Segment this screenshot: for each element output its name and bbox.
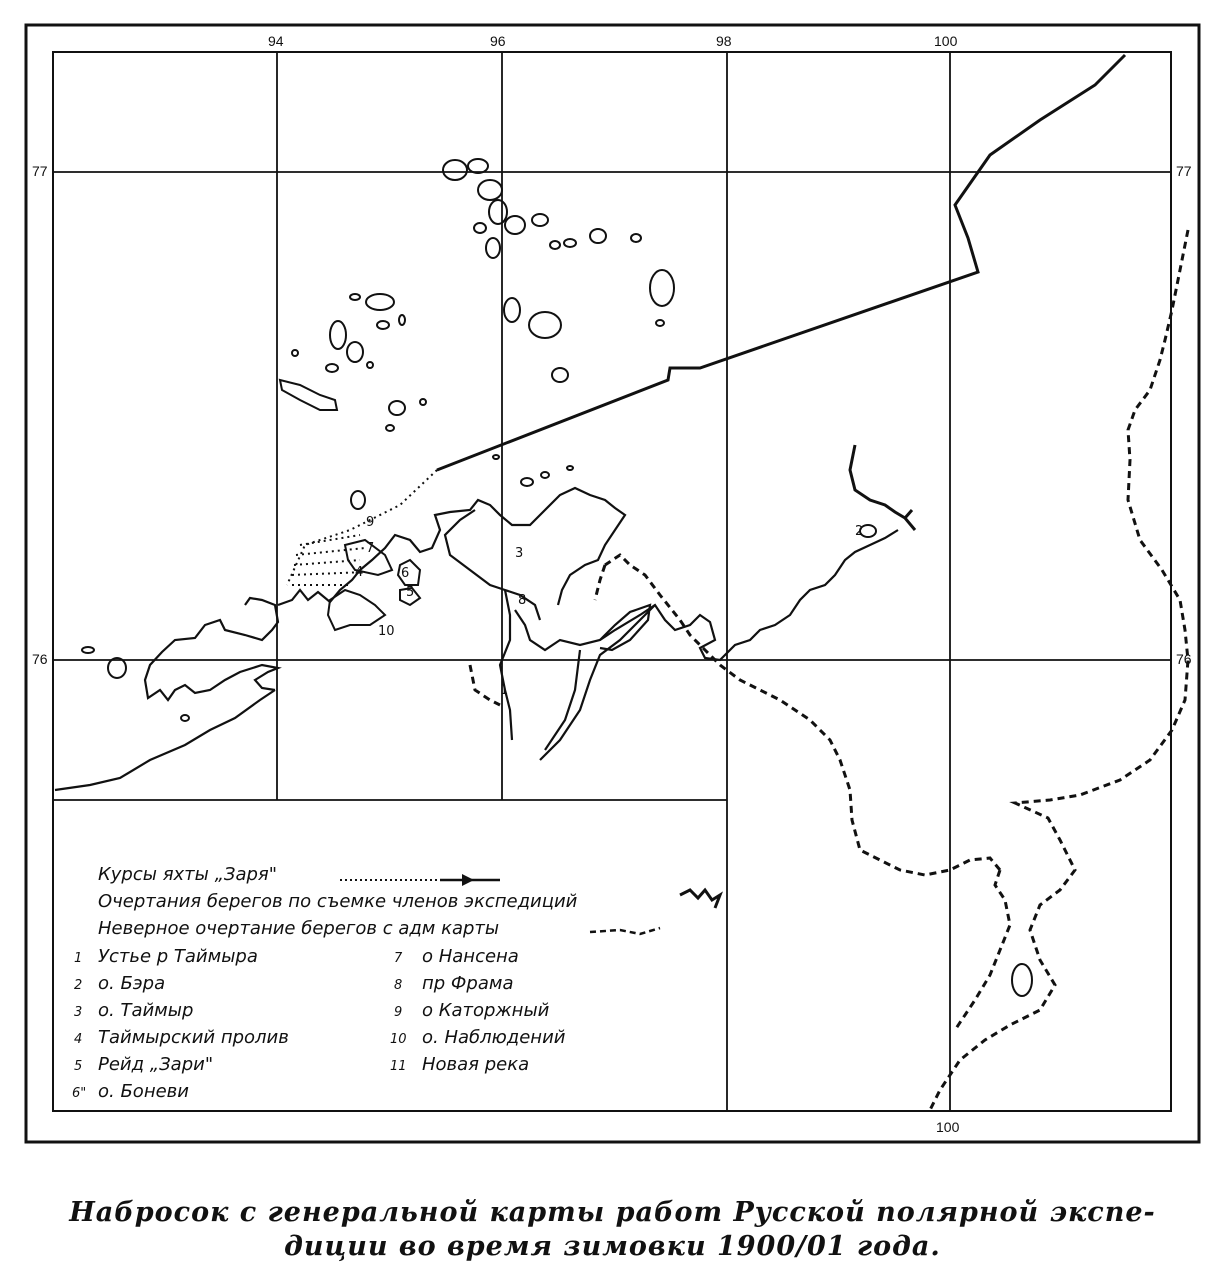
legend-num-9: 9 <box>394 1005 403 1020</box>
legend-course-label: Курсы яхты „Заря" <box>98 864 278 885</box>
legend-place-5: Рейд „Зари" <box>98 1054 214 1075</box>
legend-num-2: 2 <box>74 978 83 993</box>
legend-num-7: 7 <box>394 951 403 966</box>
map-number-9: 9 <box>366 515 375 530</box>
lon-label-100: 100 <box>934 33 958 49</box>
legend <box>72 864 720 1102</box>
legend-num-8: 8 <box>394 978 403 993</box>
map-number-2: 2 <box>855 524 864 539</box>
legend-place-11: Новая река <box>422 1054 530 1075</box>
legend-num-10: 10 <box>390 1032 407 1047</box>
legend-survey-symbol <box>680 890 720 908</box>
lon-label-100-bottom: 100 <box>936 1119 960 1135</box>
caption-line-1: Набросок с генеральной карты работ Русской полярной экспе- <box>69 1197 1156 1228</box>
lat-label-76-left: 76 <box>32 651 48 667</box>
legend-place-1: Устье р Таймыра <box>98 946 258 967</box>
legend-num-1: 1 <box>74 951 83 966</box>
legend-wrong-symbol <box>590 928 660 934</box>
lon-label-96: 96 <box>490 33 506 49</box>
legend-place-8: пр Фрама <box>422 973 514 994</box>
map-number-4: 4 <box>355 565 364 580</box>
legend-wrong-label: Неверное очертание берегов с адм карты <box>98 918 500 939</box>
legend-course-arrow-icon <box>462 874 474 886</box>
map-number-6: 6 <box>401 566 410 581</box>
caption-line-2: диции во время зимовки 1900/01 года. <box>284 1231 941 1262</box>
legend-place-6: о. Боневи <box>98 1081 189 1102</box>
lat-label-77-right: 77 <box>1176 163 1192 179</box>
legend-place-4: Таймырский пролив <box>98 1027 289 1048</box>
legend-place-10: о. Наблюдений <box>422 1027 566 1048</box>
legend-num-4: 4 <box>74 1032 83 1047</box>
lon-label-94: 94 <box>268 33 284 49</box>
map-caption <box>0 1196 1225 1264</box>
map-number-7: 7 <box>366 541 375 556</box>
lon-label-98: 98 <box>716 33 732 49</box>
ship-course-line <box>437 55 1125 470</box>
legend-place-9: о Каторжный <box>422 1000 550 1021</box>
legend-num-6: 6" <box>72 1086 87 1101</box>
legend-survey-label: Очертания берегов по съемке членов экспедиций <box>98 891 578 912</box>
outer-frame <box>26 25 1199 1142</box>
map-number-3: 3 <box>515 546 524 561</box>
legend-num-11: 11 <box>390 1059 407 1074</box>
lat-label-76-right: 76 <box>1176 651 1192 667</box>
legend-place-3: о. Таймыр <box>98 1000 194 1021</box>
map-number-10: 10 <box>378 624 395 639</box>
coastline-main <box>55 488 898 790</box>
coastline-east-river <box>850 445 915 530</box>
map-number-8: 8 <box>518 593 527 608</box>
map-number-5: 5 <box>406 585 415 600</box>
legend-num-3: 3 <box>74 1005 83 1020</box>
legend-place-2: о. Бэра <box>98 973 166 994</box>
legend-num-5: 5 <box>74 1059 83 1074</box>
coastline-inland <box>500 590 655 760</box>
legend-place-7: о Нансена <box>422 946 519 967</box>
map-number-1: 1 <box>500 683 509 698</box>
lat-label-77-left: 77 <box>32 163 48 179</box>
